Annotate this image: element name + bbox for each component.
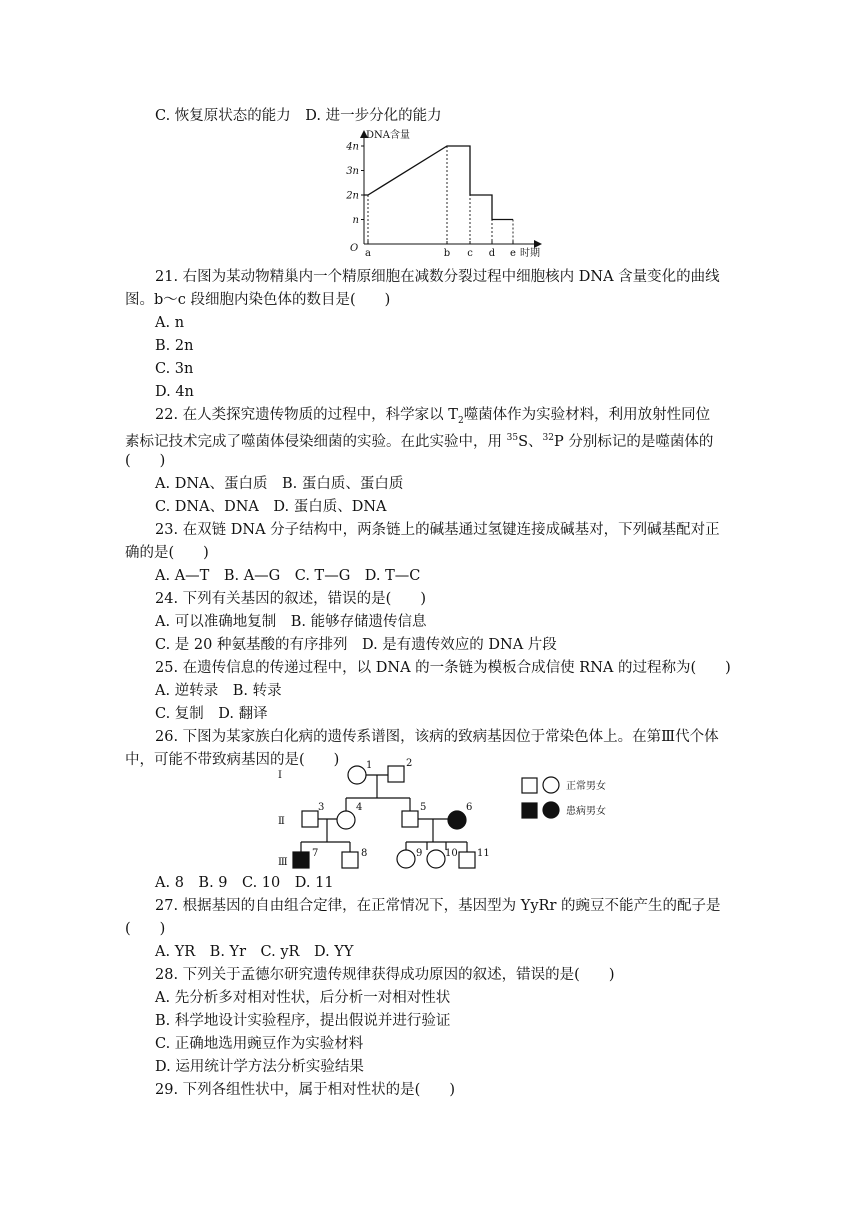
individual-6-female-affected <box>448 811 466 829</box>
q21-option-c: C. 3n <box>155 361 194 377</box>
q23-options: A. A—T B. A—G C. T—G D. T—C <box>155 568 421 584</box>
id-label-4: 4 <box>356 802 363 813</box>
individual-3-male-normal <box>302 811 318 827</box>
legend-normal-male-symbol <box>522 778 537 793</box>
id-label-2: 2 <box>406 758 413 769</box>
y-tick-label-4n: 4n <box>346 141 359 153</box>
generation-label-1: Ⅰ <box>278 770 282 781</box>
q28-option-c: C. 正确地选用豌豆作为实验材料 <box>155 1036 364 1052</box>
x-tick-label-b: b <box>443 248 451 259</box>
individual-2-male-normal <box>388 766 404 782</box>
q27-stem-line2: ( ) <box>125 921 166 937</box>
q23-stem-line1: 23. 在双链 DNA 分子结构中，两条链上的碱基通过氢键连接成碱基对，下列碱基配对正 <box>155 522 720 538</box>
generation-label-3: Ⅲ <box>278 857 288 868</box>
q26-stem-line1: 26. 下图为某家族白化病的遗传系谱图，该病的致病基因位于常染色体上。在第Ⅲ代个体 <box>155 729 719 745</box>
origin-label: O <box>350 243 359 254</box>
q21-option-b: B. 2n <box>155 338 194 354</box>
q21-stem-line1: 21. 右图为某动物精巢内一个精原细胞在减数分裂过程中细胞核内 DNA 含量变化的曲线 <box>155 269 720 285</box>
individual-9-female-normal <box>397 850 415 868</box>
id-label-1: 1 <box>366 760 373 771</box>
q21-option-d: D. 4n <box>155 384 194 400</box>
q22-stem-line2: 素标记技术完成了噬菌体侵染细菌的实验。在此实验中，用 $^{35}$S、$^{32}$P 分别标记的是噬菌体的 <box>125 433 714 450</box>
q21-stem-line2: 图。b～c 段细胞内染色体的数目是( ) <box>125 292 391 308</box>
id-label-7: 7 <box>312 848 319 859</box>
q22-stem-line1: 22. 在人类探究遗传物质的过程中，科学家以 $T_2$噬菌体作为实验材料，利用放射性同位 <box>155 407 711 426</box>
q26-stem-line2: 中，可能不带致病基因的是( ) <box>125 752 340 768</box>
x-tick-label-c: c <box>467 248 473 259</box>
q23-stem-line2: 确的是( ) <box>125 545 209 561</box>
q25-options-ab: A. 逆转录 B. 转录 <box>155 683 282 699</box>
q27-stem-line1: 27. 根据基因的自由组合定律，在正常情况下，基因型为 YyRr 的豌豆不能产生的配子是 <box>155 898 721 914</box>
q28-option-b: B. 科学地设计实验程序，提出假说并进行验证 <box>155 1013 451 1029</box>
q26-options: A. 8 B. 9 C. 10 D. 11 <box>155 875 334 891</box>
q25-stem: 25. 在遗传信息的传递过程中，以 DNA 的一条链为模板合成信使 RNA 的过程称为( ) <box>155 660 731 676</box>
id-label-10: 10 <box>445 848 458 859</box>
id-label-11: 11 <box>477 848 490 859</box>
legend-affected-label: 患病男女 <box>566 806 606 817</box>
q22-stem-line3: ( ) <box>125 453 166 469</box>
q29-stem: 29. 下列各组性状中，属于相对性状的是( ) <box>155 1082 455 1098</box>
dna-content-line <box>364 146 513 220</box>
q24-stem: 24. 下列有关基因的叙述，错误的是( ) <box>155 591 426 607</box>
y-tick-label-3n: 3n <box>346 166 359 177</box>
q25-options-cd: C. 复制 D. 翻译 <box>155 706 268 722</box>
q20-options-cd: C. 恢复原状态的能力 D. 进一步分化的能力 <box>155 108 442 124</box>
individual-5-male-normal <box>402 811 418 827</box>
x-axis-label: 时期 <box>520 248 540 259</box>
y-tick-label-n: n <box>352 215 359 226</box>
individual-11-male-normal <box>459 852 475 868</box>
q24-options-ab: A. 可以准确地复制 B. 能够存储遗传信息 <box>155 614 427 630</box>
generation-label-2: Ⅱ <box>278 816 285 827</box>
id-label-6: 6 <box>466 802 473 813</box>
q22-options-ab: A. DNA、蛋白质 B. 蛋白质、蛋白质 <box>155 476 404 492</box>
y-axis-label: DNA含量 <box>366 130 410 141</box>
legend-affected-male-symbol <box>522 803 537 818</box>
q21-option-a: A. n <box>155 315 185 331</box>
albinism-pedigree-chart <box>270 758 630 874</box>
id-label-5: 5 <box>420 802 427 813</box>
x-tick-label-a: a <box>365 248 371 259</box>
q28-stem: 28. 下列关于孟德尔研究遗传规律获得成功原因的叙述，错误的是( ) <box>155 967 615 983</box>
legend-normal-label: 正常男女 <box>566 781 606 792</box>
individual-8-male-normal <box>342 852 358 868</box>
individual-1-female-normal <box>348 766 366 784</box>
q27-options: A. YR B. Yr C. yR D. YY <box>155 944 354 960</box>
x-tick-label-d: d <box>488 248 496 259</box>
q24-options-cd: C. 是 20 种氨基酸的有序排列 D. 是有遗传效应的 DNA 片段 <box>155 637 557 653</box>
q28-option-a: A. 先分析多对相对性状，后分析一对相对性状 <box>155 990 451 1006</box>
individual-4-female-normal <box>337 811 355 829</box>
individual-10-female-normal <box>427 850 445 868</box>
individual-7-male-affected <box>293 852 309 868</box>
q22-options-cd: C. DNA、DNA D. 蛋白质、DNA <box>155 499 387 515</box>
dna-content-chart <box>330 126 550 260</box>
legend-normal-female-symbol <box>543 777 559 793</box>
id-label-3: 3 <box>318 802 325 813</box>
y-tick-label-2n: 2n <box>346 190 359 202</box>
chart-plot-area <box>345 128 540 259</box>
legend-affected-female-symbol <box>543 802 559 818</box>
id-label-8: 8 <box>361 848 368 859</box>
id-label-9: 9 <box>416 848 423 859</box>
q28-option-d: D. 运用统计学方法分析实验结果 <box>155 1059 364 1075</box>
x-tick-label-e: e <box>510 248 516 259</box>
